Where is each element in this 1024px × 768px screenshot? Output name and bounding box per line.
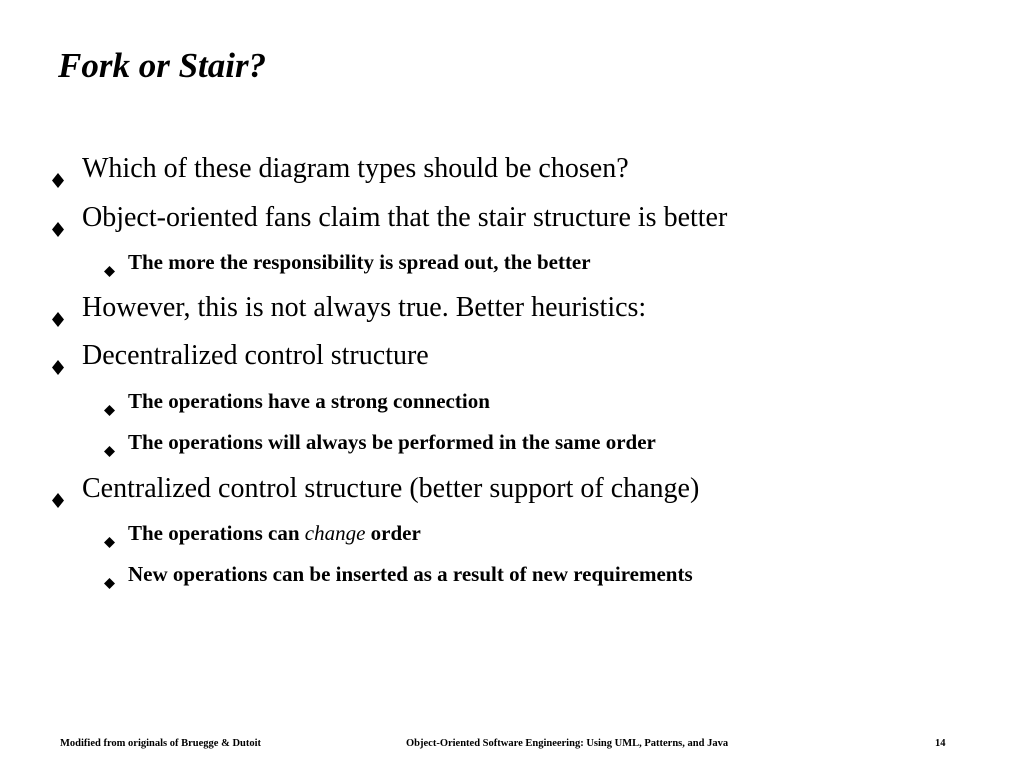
sub-bullet-text: [128, 519, 421, 547]
page-number: 14: [935, 738, 946, 749]
diamond-icon: [104, 527, 115, 538]
diamond-icon: [52, 211, 64, 226]
slide-title: Fork or Stair?: [58, 46, 267, 85]
sub-bullet-text: The operations will always be performed in the same order: [128, 430, 656, 454]
bullet-text: Object-oriented fans claim that the stair structure is better: [82, 202, 728, 233]
diamond-icon: [104, 395, 115, 406]
diamond-icon: [52, 482, 64, 497]
sub-bullet-text-after: order: [365, 521, 421, 545]
sub-bullet-text-before: The operations can: [128, 521, 305, 545]
footer-book-title: Object-Oriented Software Engineering: Using UML, Patterns, and Java: [406, 738, 729, 749]
diamond-icon: [104, 256, 115, 267]
bullet-text: Centralized control structure (better support of change): [82, 473, 700, 504]
bullet-text: Decentralized control structure: [82, 340, 429, 371]
diamond-icon: [52, 349, 64, 364]
emphasized-word: change: [304, 521, 366, 545]
sub-bullet-text: The operations have a strong connection: [128, 389, 490, 413]
sub-bullet-text: The more the responsibility is spread out, the better: [128, 250, 591, 274]
diamond-icon: [104, 436, 115, 447]
diamond-icon: [104, 568, 115, 579]
bullet-text: Which of these diagram types should be chosen?: [82, 153, 629, 184]
diamond-icon: [52, 301, 64, 316]
diamond-icon: [52, 162, 64, 177]
bullet-text: However, this is not always true. Better heuristics:: [82, 292, 647, 323]
sub-bullet-text: New operations can be inserted as a result of new requirements: [128, 562, 693, 586]
footer-credit: Modified from originals of Bruegge & Dutoit: [60, 738, 262, 749]
